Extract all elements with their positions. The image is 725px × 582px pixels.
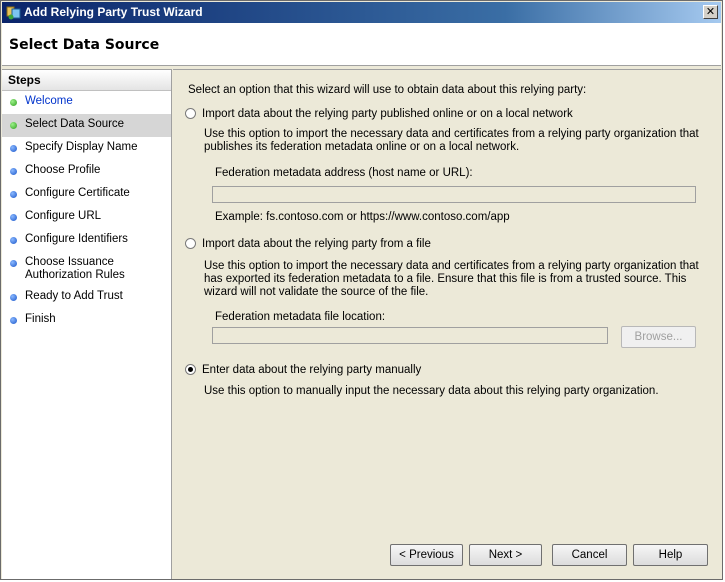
step-item-configure-identifiers (2, 229, 171, 252)
pending-status-icon (10, 317, 17, 324)
page-title: Select Data Source (9, 37, 160, 53)
browse-button[interactable]: Browse... (621, 326, 696, 348)
step-item-finish (2, 309, 171, 332)
radio-button-file[interactable] (185, 238, 196, 249)
radio-button-online[interactable] (185, 108, 196, 119)
radio-label-manual: Enter data about the relying party manually (202, 364, 422, 376)
steps-panel (2, 69, 172, 579)
metadata-address-label: Federation metadata address (host name or URL): (215, 167, 473, 179)
title-bar[interactable] (2, 2, 721, 23)
complete-status-icon (10, 99, 17, 106)
pending-status-icon (10, 294, 17, 301)
step-item-select-data-source (2, 114, 171, 137)
previous-button[interactable]: < Previous (390, 544, 463, 566)
step-item-ready-to-add-trust (2, 286, 171, 309)
step-item-configure-certificate (2, 183, 171, 206)
step-label: Configure URL (25, 210, 102, 222)
file-option-description: Use this option to import the necessary data and certificates from a relying party organization that has exported its federation metadata to a file. Ensure that this file is from a trusted source. This wizard will not validate the source of the file. (204, 260, 699, 298)
content-panel (173, 69, 721, 537)
file-location-label: Federation metadata file location: (215, 311, 386, 323)
help-button[interactable]: Help (633, 544, 708, 566)
radio-label-online: Import data about the relying party published online or on a local network (202, 108, 573, 120)
next-button[interactable]: Next > (469, 544, 542, 566)
pending-status-icon (10, 168, 17, 175)
cancel-button[interactable]: Cancel (552, 544, 627, 566)
step-item-choose-profile (2, 160, 171, 183)
complete-status-icon (10, 122, 17, 129)
step-label: Specify Display Name (25, 141, 138, 153)
metadata-address-input[interactable] (212, 186, 696, 203)
pending-status-icon (10, 260, 17, 267)
step-label: Configure Certificate (25, 187, 130, 199)
step-label: Choose Profile (25, 164, 101, 176)
step-label: Ready to Add Trust (25, 290, 123, 302)
step-item-choose-issuance-authorization-rules (2, 252, 171, 286)
close-button[interactable] (703, 5, 718, 19)
radio-enter-manually[interactable] (185, 364, 421, 376)
step-item-welcome (2, 91, 171, 114)
pending-status-icon (10, 214, 17, 221)
manual-option-description: Use this option to manually input the necessary data about this relying party organization. (204, 385, 659, 397)
pending-status-icon (10, 237, 17, 244)
steps-list (2, 91, 171, 332)
step-item-specify-display-name (2, 137, 171, 160)
step-label: Configure Identifiers (25, 233, 128, 245)
radio-import-file[interactable] (185, 238, 431, 250)
step-label: Select Data Source (25, 118, 125, 130)
pending-status-icon (10, 145, 17, 152)
radio-import-online[interactable] (185, 108, 573, 120)
page-header (2, 23, 721, 66)
step-label: Choose Issuance Authorization Rules (25, 256, 125, 281)
metadata-address-example: Example: fs.contoso.com or https://www.contoso.com/app (215, 211, 510, 223)
radio-label-file: Import data about the relying party from a file (202, 238, 431, 250)
step-label: Welcome (25, 95, 73, 107)
close-icon: ✕ (705, 5, 716, 18)
file-location-input[interactable] (212, 327, 608, 344)
window-title: Add Relying Party Trust Wizard (24, 5, 203, 19)
step-label: Finish (25, 313, 56, 325)
radio-button-manual[interactable] (185, 364, 196, 375)
instruction-text: Select an option that this wizard will use to obtain data about this relying party: (188, 84, 587, 96)
pending-status-icon (10, 191, 17, 198)
steps-header: Steps (2, 70, 171, 91)
trust-wizard-icon (6, 5, 21, 20)
online-option-description: Use this option to import the necessary data and certificates from a relying party organization that publishes its federation metadata online or on a local network. (204, 128, 699, 153)
button-bar (173, 536, 721, 578)
step-item-configure-url (2, 206, 171, 229)
